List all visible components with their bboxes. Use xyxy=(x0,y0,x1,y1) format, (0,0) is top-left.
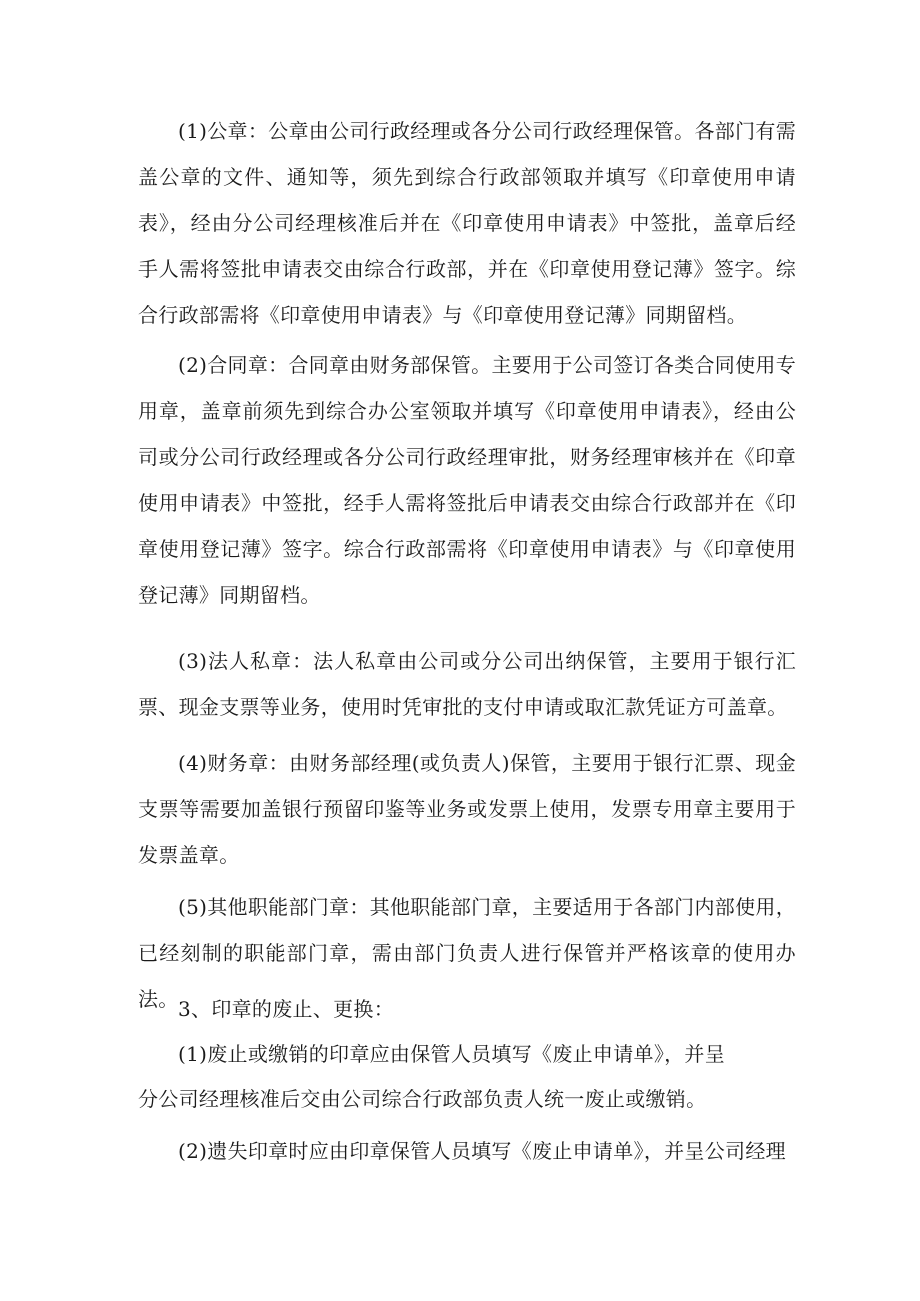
paragraph-legal-person-seal: (3)法人私章：法人私章由公司或分公司出纳保管，主要用于银行汇票、现金支票等业务，使用时凭审批的支付申请或取汇款凭证方可盖章。 xyxy=(138,649,796,719)
paragraph-contract-seal: (2)合同章：合同章由财务部保管。主要用于公司签订各类合同使用专用章，盖章前须先到综合办公室领取并填写《印章使用申请表》，经由公司或分公司行政经理或各分公司行政经理审批，财务经理审核并在《印章使用申请表》中签批，经手人需将签批后申请表交由综合行政部并在《印章使用登记薄》签字。综合行政部需将《印章使用申请表》与《印章使用登记薄》同期留档。 xyxy=(138,353,796,607)
paragraph-abolition-line1: (1)废止或缴销的印章应由保管人员填写《废止申请单》，并呈 xyxy=(178,1042,726,1066)
paragraph-abolition-line2: 分公司经理核准后交由公司综合行政部负责人统一废止或缴销。 xyxy=(138,1087,707,1111)
section-heading-seal-abolition: 3、印章的废止、更换： xyxy=(178,997,395,1021)
paragraph-department-seal: (5)其他职能部门章：其他职能部门章，主要适用于各部门内部使用，已经刻制的职能部门章，需由部门负责人进行保管并严格该章的使用办法。 xyxy=(138,895,796,1011)
paragraph-finance-seal: (4)财务章：由财务部经理(或负责人)保管，主要用于银行汇票、现金支票等需要加盖银行预留印鉴等业务或发票上使用，发票专用章主要用于发票盖章。 xyxy=(138,751,796,867)
paragraph-official-seal: (1)公章：公章由公司行政经理或各分公司行政经理保管。各部门有需盖公章的文件、通知等，须先到综合行政部领取并填写《印章使用申请表》，经由分公司经理核准后并在《印章使用申请表》中签批，盖章后经手人需将签批申请表交由综合行政部，并在《印章使用登记薄》签字。综合行政部需将《印章使用申请表》与《印章使用登记薄》同期留档。 xyxy=(138,119,796,327)
paragraph-lost-seal: (2)遗失印章时应由印章保管人员填写《废止申请单》，并呈公司经理 xyxy=(178,1139,786,1163)
